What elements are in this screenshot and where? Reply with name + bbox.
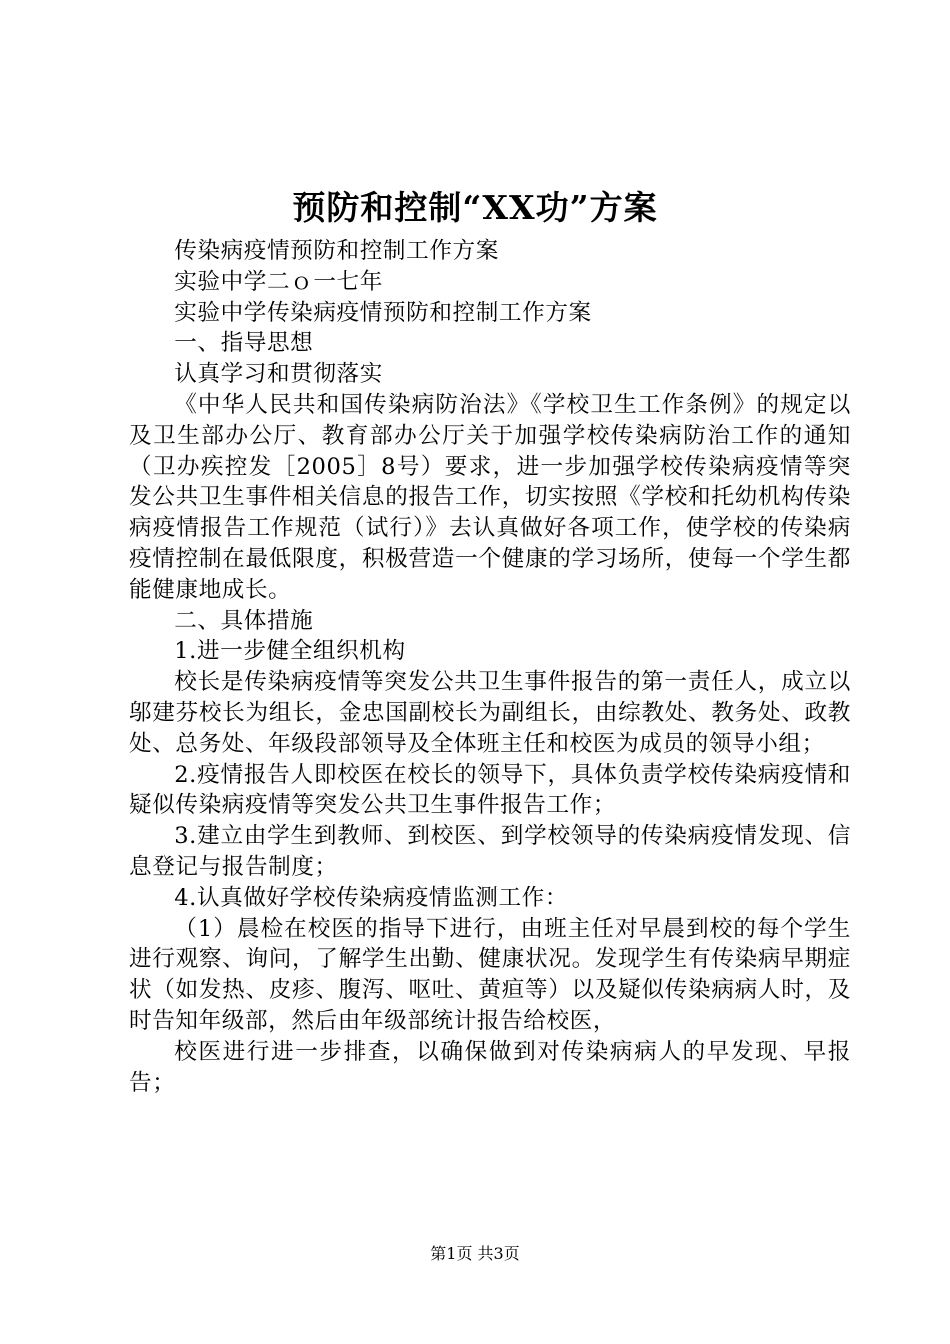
paragraph: 4.认真做好学校传染病疫情监测工作： [174,884,569,911]
section-heading: 二、具体措施 [174,607,314,634]
page-number: 第1页 共3页 [430,1244,520,1263]
paragraph: 2.疫情报告人即校医在校长的领导下，具体负责学校传染病疫情和疑似传染病疫情等突发公共卫生事件报告工作； [129,761,851,819]
paragraph: （1）晨检在校医的指导下进行，由班主任对早晨到校的每个学生进行观察、询问，了解学生出勤、健康状况。发现学生有传染病早期症状（如发热、皮疹、腹泻、呕吐、黄疸等）以及疑似传染病病人时，及时告知年级部，然后由年级部统计报告给校医， [129,915,851,1034]
paragraph: 实验中学二ｏ一七年 [174,268,383,295]
document-body [129,236,851,1098]
paragraph: 3.建立由学生到教师、到校医、到学校领导的传染病疫情发现、信息登记与报告制度； [129,823,851,880]
paragraph: 认真学习和贯彻落实 [174,361,383,388]
paragraph: 实验中学传染病疫情预防和控制工作方案 [174,299,592,326]
paragraph: 《中华人民共和国传染病防治法》《学校卫生工作条例》的规定以及卫生部办公厅、教育部办公厅关于加强学校传染病防治工作的通知（卫办疾控发［2005］8号）要求，进一步加强学校传染病疫情等突发公共卫生事件相关信息的报告工作，切实按照《学校和托幼机构传染病疫情报告工作规范（试行）》去认真做好各项工作，使学校的传染病疫情控制在最低限度，积极营造一个健康的学习场所，使每一个学生都能健康地成长。 [129,391,851,603]
paragraph: 校长是传染病疫情等突发公共卫生事件报告的第一责任人，成立以邬建芬校长为组长，金忠国副校长为副组长，由综教处、教务处、政教处、总务处、年级段部领导及全体班主任和校医为成员的领导小组； [129,669,851,757]
paragraph: 传染病疫情预防和控制工作方案 [174,238,499,264]
section-heading: 一、指导思想 [174,330,314,357]
paragraph: 1.进一步健全组织机构 [174,638,406,665]
document-title: 预防和控制“XX功”方案 [292,188,658,227]
paragraph: 校医进行进一步排查，以确保做到对传染病病人的早发现、早报告； [129,1038,851,1096]
